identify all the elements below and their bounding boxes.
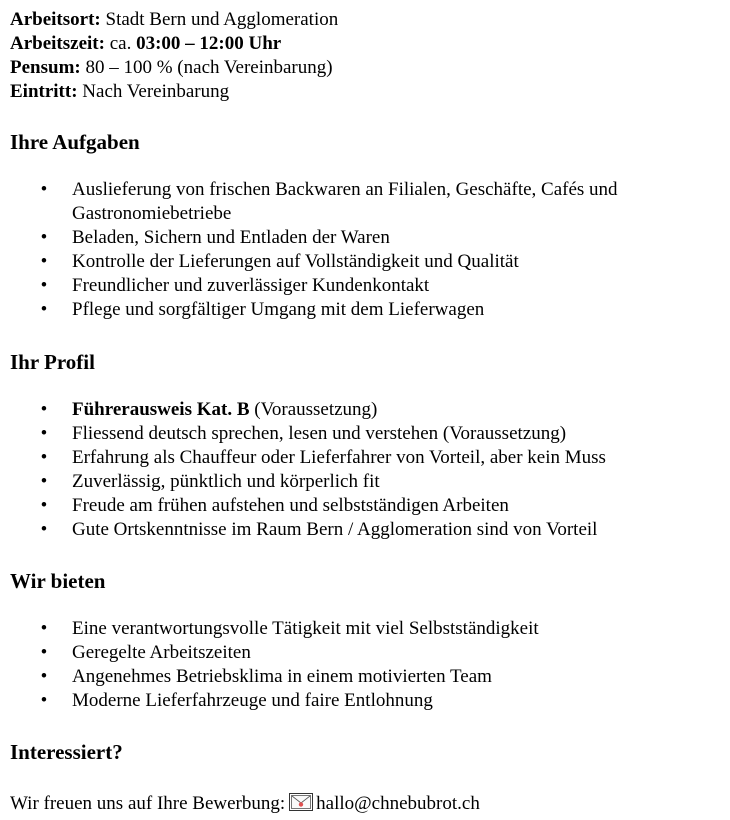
bullet: •	[40, 227, 48, 248]
list-item-text: Beladen, Sichern und Entladen der Waren	[72, 227, 390, 248]
bullet: •	[40, 447, 48, 468]
list-item-text: Freundlicher und zuverlässiger Kundenkontakt	[72, 275, 430, 296]
profile-heading: Ihr Profil	[10, 350, 95, 374]
contact-heading: Interessiert?	[10, 740, 123, 764]
info-location-label: Arbeitsort:	[10, 9, 101, 30]
contact-text: Wir freuen uns auf Ihre Bewerbung:	[10, 793, 286, 814]
list-item-text: Angenehmes Betriebsklima in einem motivierten Team	[72, 666, 492, 687]
list-item-text: Kontrolle der Lieferungen auf Vollständigkeit und Qualität	[72, 251, 519, 272]
bullet: •	[40, 618, 48, 639]
info-start-label: Eintritt:	[10, 81, 78, 102]
info-start	[10, 80, 229, 104]
bullet: •	[40, 423, 48, 444]
info-start-value: Nach Vereinbarung	[82, 81, 230, 102]
list-item-text: Pflege und sorgfältiger Umgang mit dem Lieferwagen	[72, 299, 485, 320]
info-workload	[10, 56, 333, 80]
bullet: •	[40, 642, 48, 663]
bullet: •	[40, 495, 48, 516]
list-item-text: Erfahrung als Chauffeur oder Lieferfahrer von Vorteil, aber kein Muss	[72, 447, 606, 468]
bullet: •	[40, 690, 48, 711]
tasks-heading: Ihre Aufgaben	[10, 130, 140, 154]
list-item-text: Moderne Lieferfahrzeuge und faire Entlohnung	[72, 690, 433, 711]
bullet: •	[40, 666, 48, 687]
contact-line	[10, 792, 480, 818]
bullet: •	[40, 275, 48, 296]
bullet: •	[40, 251, 48, 272]
license-requirement: Führerausweis Kat. B	[72, 399, 250, 420]
info-hours-prefix: ca.	[109, 33, 132, 54]
list-item-text	[72, 398, 702, 422]
list-item-text: Eine verantwortungsvolle Tätigkeit mit viel Selbstständigkeit	[72, 618, 539, 639]
bullet: •	[40, 299, 48, 320]
offer-heading: Wir bieten	[10, 569, 106, 593]
contact-email-link[interactable]: hallo@chnebubrot.ch	[316, 793, 480, 814]
list-item-text: Fliessend deutsch sprechen, lesen und verstehen (Voraussetzung)	[72, 423, 567, 444]
info-hours	[10, 32, 281, 56]
info-workload-label: Pensum:	[10, 57, 81, 78]
bullet: •	[40, 519, 48, 540]
list-item-text: Zuverlässig, pünktlich und körperlich fit	[72, 471, 380, 492]
info-location	[10, 8, 338, 32]
bullet: •	[40, 471, 48, 492]
list-item-text: Geregelte Arbeitszeiten	[72, 642, 251, 663]
envelope-icon	[289, 793, 313, 818]
info-hours-label: Arbeitszeit:	[10, 33, 105, 54]
license-requirement-note: (Voraussetzung)	[254, 399, 378, 420]
bullet: •	[40, 179, 48, 200]
info-workload-value: 80 – 100 % (nach Vereinbarung)	[85, 57, 333, 78]
info-location-value: Stadt Bern und Agglomeration	[105, 9, 339, 30]
list-item-text: Freude am frühen aufstehen und selbstständigen Arbeiten	[72, 495, 509, 516]
bullet: •	[40, 399, 48, 420]
list-item-text: Auslieferung von frischen Backwaren an Filialen, Geschäfte, Cafés und Gastronomiebetriebe	[72, 179, 618, 224]
list-item-text: Gute Ortskenntnisse im Raum Bern / Agglomeration sind von Vorteil	[72, 519, 598, 540]
info-hours-value: 03:00 – 12:00 Uhr	[136, 33, 282, 54]
